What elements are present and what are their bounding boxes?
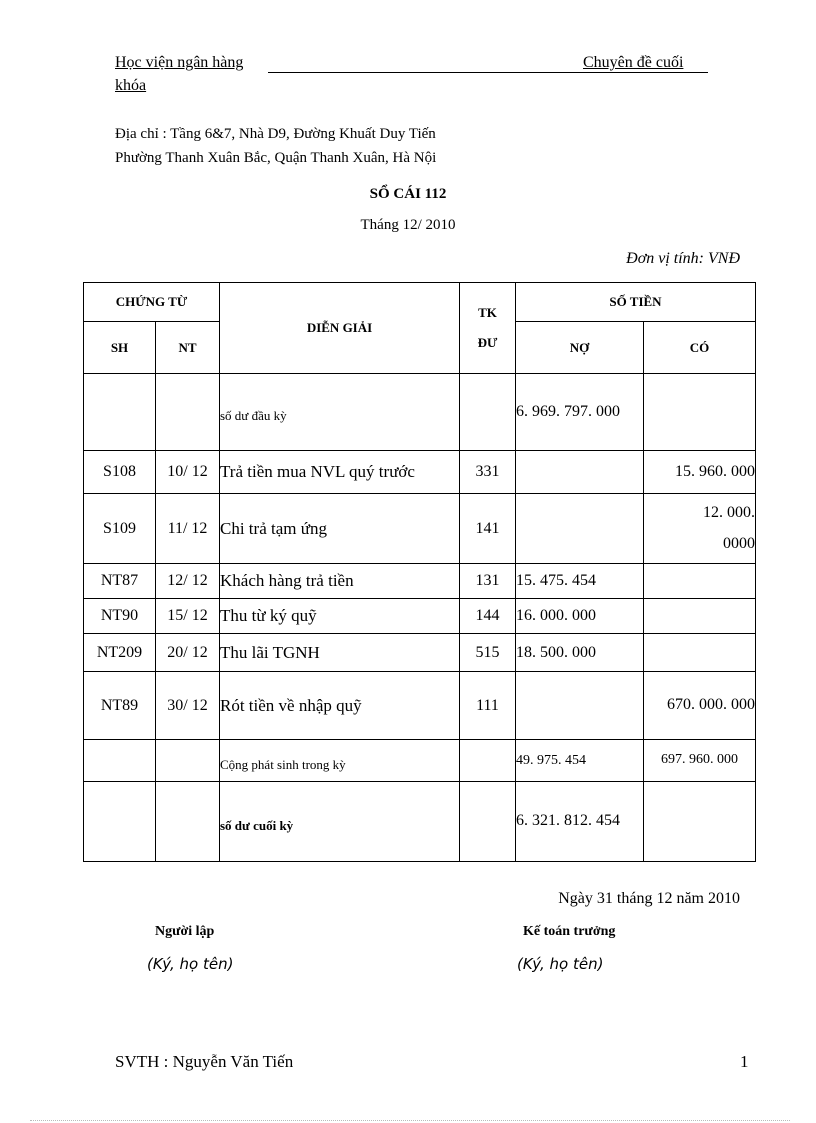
- header-tk: TK: [478, 305, 497, 320]
- date-line: Ngày 31 tháng 12 năm 2010: [558, 890, 740, 907]
- row-debit: 15. 475. 454: [516, 564, 644, 599]
- row-description: Khách hàng trả tiền: [220, 564, 460, 599]
- table-row: [84, 494, 756, 564]
- row-debit: 16. 000. 000: [516, 599, 644, 634]
- signature-accountant-note: (Ký, họ tên): [517, 955, 604, 973]
- row-description: Thu lãi TGNH: [220, 634, 460, 672]
- row-nt: 15/ 12: [156, 599, 220, 634]
- period-month: Tháng 12/ 2010: [360, 217, 456, 233]
- row-nt: 30/ 12: [156, 672, 220, 740]
- row-debit: 18. 500. 000: [516, 634, 644, 672]
- header-nt: NT: [156, 322, 220, 374]
- header-so-tien: SỐ TIỀN: [516, 283, 756, 322]
- address-line-1: Địa chỉ : Tầng 6&7, Nhà D9, Đường Khuất Duy Tiến: [115, 126, 436, 142]
- row-description: Trả tiền mua NVL quý trước: [220, 451, 460, 494]
- table-row: [84, 564, 756, 599]
- header-no: NỢ: [516, 322, 644, 374]
- row-credit: [644, 634, 756, 672]
- row-credit: [644, 599, 756, 634]
- footer-student: SVTH : Nguyễn Văn Tiến: [115, 1052, 294, 1071]
- header-co: CÓ: [644, 322, 756, 374]
- row-nt: 10/ 12: [156, 451, 220, 494]
- row-credit-text: 12. 000. 0000: [703, 504, 755, 552]
- currency-unit: Đơn vị tính: VNĐ: [626, 250, 740, 267]
- row-credit: 15. 960. 000: [644, 451, 756, 494]
- row-tk: 331: [460, 451, 516, 494]
- row-nt: 12/ 12: [156, 564, 220, 599]
- opening-balance-row: [84, 374, 756, 451]
- table-row: [84, 672, 756, 740]
- closing-debit: 6. 321. 812. 454: [516, 782, 644, 862]
- total-credit: 697. 960. 000: [644, 740, 756, 782]
- signature-preparer-title: Người lập: [155, 924, 215, 939]
- header-underline: [268, 72, 708, 73]
- row-sh: NT89: [84, 672, 156, 740]
- header-du: ĐƯ: [477, 335, 498, 350]
- ledger-table: [83, 282, 756, 862]
- header-institution: Học viện ngân hàng: [115, 54, 244, 71]
- row-description: Thu từ ký quỹ: [220, 599, 460, 634]
- row-sh: S109: [84, 494, 156, 564]
- row-sh: NT90: [84, 599, 156, 634]
- header-topic: Chuyên đề cuối: [583, 54, 684, 71]
- header-chung-tu: CHỨNG TỪ: [84, 283, 220, 322]
- closing-balance-row: [84, 782, 756, 862]
- row-sh: NT87: [84, 564, 156, 599]
- row-debit: [516, 451, 644, 494]
- row-nt: 20/ 12: [156, 634, 220, 672]
- header-tk-du: [460, 283, 516, 374]
- row-description: Chi trả tạm ứng: [220, 494, 460, 564]
- header-sh: SH: [84, 322, 156, 374]
- table-row: [84, 451, 756, 494]
- page-title: SỔ CÁI 112: [369, 186, 447, 202]
- signature-preparer-note: (Ký, họ tên): [147, 955, 234, 973]
- total-label: Cộng phát sinh trong kỳ: [220, 740, 460, 782]
- row-credit: [644, 494, 756, 564]
- header-dien-giai: DIỄN GIẢI: [220, 283, 460, 374]
- signature-accountant-title: Kế toán trưởng: [523, 924, 616, 939]
- row-debit: [516, 672, 644, 740]
- row-credit: [644, 672, 756, 740]
- row-tk: 131: [460, 564, 516, 599]
- table-row: [84, 599, 756, 634]
- row-nt: 11/ 12: [156, 494, 220, 564]
- row-credit: [644, 564, 756, 599]
- total-debit: 49. 975. 454: [516, 740, 644, 782]
- opening-label: số dư đầu kỳ: [220, 374, 460, 451]
- closing-label: số dư cuối kỳ: [220, 782, 460, 862]
- header-topic-continued: khóa: [115, 77, 147, 94]
- page-number: 1: [740, 1052, 749, 1071]
- row-tk: 141: [460, 494, 516, 564]
- page-bottom-divider: [30, 1120, 790, 1121]
- address-line-2: Phường Thanh Xuân Bắc, Quận Thanh Xuân, Hà Nội: [115, 150, 437, 166]
- table-row: [84, 634, 756, 672]
- total-row: [84, 740, 756, 782]
- row-tk: 144: [460, 599, 516, 634]
- opening-debit: 6. 969. 797. 000: [516, 374, 644, 451]
- row-tk: 515: [460, 634, 516, 672]
- row-credit-text: 670. 000. 000: [667, 696, 755, 714]
- row-sh: NT209: [84, 634, 156, 672]
- row-description: Rót tiền về nhập quỹ: [220, 672, 460, 740]
- row-tk: 111: [460, 672, 516, 740]
- row-sh: S108: [84, 451, 156, 494]
- row-debit: [516, 494, 644, 564]
